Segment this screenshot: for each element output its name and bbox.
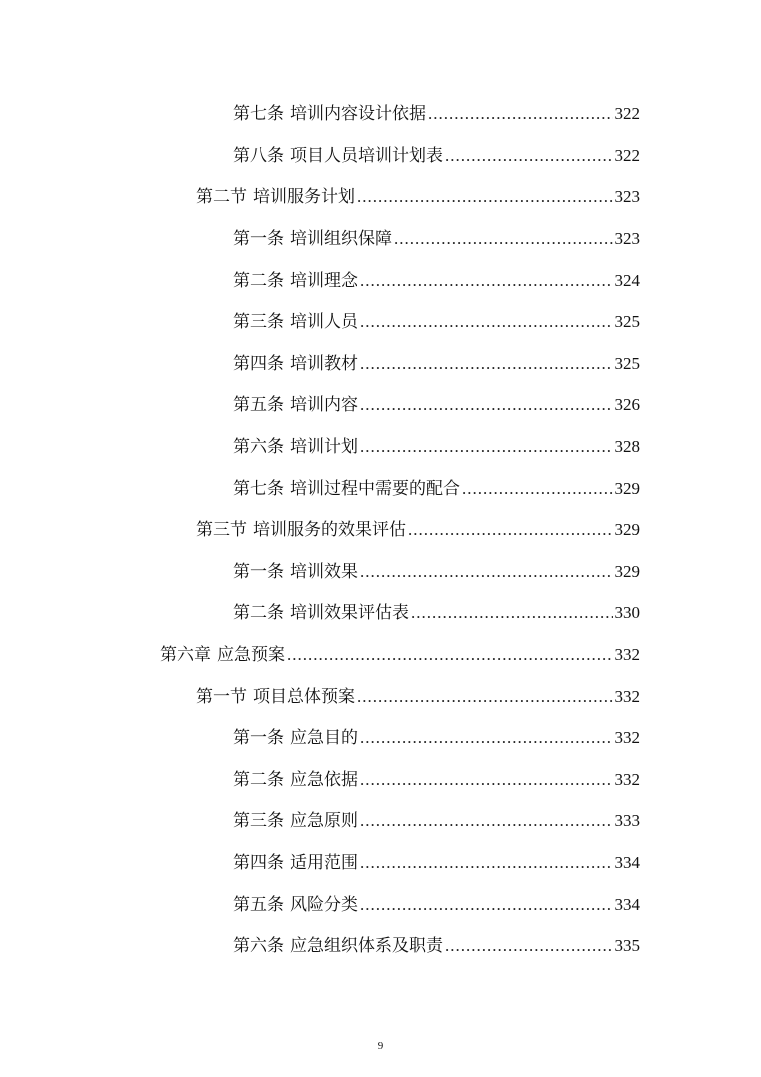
toc-entry-page: 332 xyxy=(614,686,640,706)
toc-entry-title: 培训效果评估表 xyxy=(290,603,409,624)
toc-entry-line xyxy=(233,890,640,915)
toc-entry-label xyxy=(233,432,358,457)
toc-entry-line xyxy=(233,723,640,748)
toc-entry[interactable] xyxy=(0,174,761,216)
toc-leader-dots xyxy=(360,728,613,748)
toc-entry-line xyxy=(233,99,640,124)
toc-entry-line xyxy=(233,266,640,291)
toc-entry-line xyxy=(196,682,640,707)
toc-entry-label xyxy=(196,182,355,207)
toc-leader-dots xyxy=(360,271,613,291)
toc-entry-page: 328 xyxy=(614,437,640,457)
toc-entry-prefix: 第一条 xyxy=(233,728,284,749)
toc-entry-line xyxy=(233,474,640,499)
toc-entry-page: 322 xyxy=(614,104,640,124)
toc-entry[interactable] xyxy=(0,424,761,466)
toc-entry[interactable] xyxy=(0,590,761,632)
toc-leader-dots xyxy=(445,146,613,166)
toc-entry-title: 项目总体预案 xyxy=(253,686,355,707)
toc-entry[interactable] xyxy=(0,507,761,549)
toc-leader-dots xyxy=(360,312,613,332)
toc-entry-line xyxy=(233,432,640,457)
toc-entry-line xyxy=(233,557,640,582)
toc-entry-line xyxy=(233,141,640,166)
toc-entry-label xyxy=(233,307,358,332)
toc-entry-line xyxy=(233,390,640,415)
toc-entry-title: 风险分类 xyxy=(290,894,358,915)
toc-entry-line xyxy=(233,224,640,249)
toc-leader-dots xyxy=(360,811,613,831)
toc-entry-prefix: 第一节 xyxy=(196,686,247,707)
toc-entry-prefix: 第二条 xyxy=(233,603,284,624)
toc-entry-label xyxy=(233,266,358,291)
toc-entry-title: 培训服务计划 xyxy=(253,187,355,208)
toc-entry-page: 329 xyxy=(614,478,640,498)
toc-entry-page: 333 xyxy=(614,811,640,831)
toc-entry-label xyxy=(233,890,358,915)
toc-entry-page: 325 xyxy=(614,312,640,332)
toc-entry-prefix: 第四条 xyxy=(233,353,284,374)
toc-leader-dots xyxy=(394,229,613,249)
toc-entry[interactable] xyxy=(0,382,761,424)
toc-entry-line xyxy=(160,640,640,665)
toc-entry[interactable] xyxy=(0,91,761,133)
toc-leader-dots xyxy=(360,354,613,374)
toc-entry-page: 332 xyxy=(614,645,640,665)
toc-entry-line xyxy=(233,931,640,956)
toc-entry-label xyxy=(233,349,358,374)
toc-entry-title: 培训内容 xyxy=(290,395,358,416)
toc-entry[interactable] xyxy=(0,465,761,507)
toc-entry-title: 应急依据 xyxy=(290,769,358,790)
toc-entry-title: 应急原则 xyxy=(290,811,358,832)
toc-leader-dots xyxy=(411,603,613,623)
toc-entry-label xyxy=(233,390,358,415)
toc-entry[interactable] xyxy=(0,216,761,258)
toc-entry-label xyxy=(233,557,358,582)
toc-entry-line xyxy=(233,349,640,374)
toc-entry-prefix: 第二条 xyxy=(233,270,284,291)
toc-entry-prefix: 第一条 xyxy=(233,229,284,250)
toc-entry-label xyxy=(196,682,355,707)
toc-entry-prefix: 第六条 xyxy=(233,936,284,957)
toc-leader-dots xyxy=(287,645,613,665)
toc-entry-line xyxy=(233,598,640,623)
page-number: 9 xyxy=(377,1040,384,1052)
toc-leader-dots xyxy=(360,395,613,415)
toc-leader-dots xyxy=(462,479,613,499)
toc-entry-title: 应急目的 xyxy=(290,728,358,749)
toc-entry-label xyxy=(233,723,358,748)
toc-entry-title: 适用范围 xyxy=(290,852,358,873)
toc-entry[interactable] xyxy=(0,341,761,383)
toc-entry[interactable] xyxy=(0,549,761,591)
toc-entry-page: 332 xyxy=(614,728,640,748)
toc-entry-page: 332 xyxy=(614,769,640,789)
toc-entry[interactable] xyxy=(0,632,761,674)
toc-entry-prefix: 第八条 xyxy=(233,145,284,166)
toc-entry-label xyxy=(233,224,392,249)
toc-entry[interactable] xyxy=(0,840,761,882)
toc-entry-label xyxy=(233,806,358,831)
toc-entry-title: 培训服务的效果评估 xyxy=(253,520,406,541)
toc-entry-title: 培训效果 xyxy=(290,561,358,582)
toc-entry-line xyxy=(233,848,640,873)
toc-leader-dots xyxy=(408,520,613,540)
toc-leader-dots xyxy=(360,770,613,790)
toc-entry[interactable] xyxy=(0,798,761,840)
toc-entry-line xyxy=(196,182,640,207)
toc-entry-page: 329 xyxy=(614,561,640,581)
toc-entry[interactable] xyxy=(0,715,761,757)
toc-entry-prefix: 第四条 xyxy=(233,852,284,873)
toc-leader-dots xyxy=(360,562,613,582)
toc-entry[interactable] xyxy=(0,133,761,175)
toc-entry-prefix: 第六章 xyxy=(160,645,211,666)
toc-entry-page: 322 xyxy=(614,145,640,165)
toc-entry-page: 323 xyxy=(614,187,640,207)
toc-entry-title: 培训教材 xyxy=(290,353,358,374)
toc-entry-page: 334 xyxy=(614,852,640,872)
toc-entry-title: 培训过程中需要的配合 xyxy=(290,478,460,499)
toc-entry-label xyxy=(233,99,426,124)
toc-entry-title: 培训人员 xyxy=(290,312,358,333)
toc-entry-prefix: 第三节 xyxy=(196,520,247,541)
toc-entry-prefix: 第二条 xyxy=(233,769,284,790)
toc-leader-dots xyxy=(428,104,613,124)
toc-entry-title: 培训组织保障 xyxy=(290,229,392,250)
toc-entry-prefix: 第七条 xyxy=(233,478,284,499)
toc-entry-label xyxy=(233,598,409,623)
toc-entry-title: 培训计划 xyxy=(290,437,358,458)
toc-leader-dots xyxy=(357,187,613,207)
table-of-contents xyxy=(0,91,761,964)
toc-entry-page: 334 xyxy=(614,894,640,914)
toc-entry-prefix: 第三条 xyxy=(233,811,284,832)
toc-entry-prefix: 第二节 xyxy=(196,187,247,208)
toc-leader-dots xyxy=(357,687,613,707)
toc-entry-title: 应急组织体系及职责 xyxy=(290,936,443,957)
toc-entry-page: 323 xyxy=(614,229,640,249)
toc-entry-page: 329 xyxy=(614,520,640,540)
toc-leader-dots xyxy=(360,437,613,457)
toc-entry-label xyxy=(233,474,460,499)
toc-entry-page: 325 xyxy=(614,353,640,373)
toc-entry-line xyxy=(233,806,640,831)
toc-entry-title: 应急预案 xyxy=(217,645,285,666)
toc-entry-line xyxy=(233,307,640,332)
toc-entry[interactable] xyxy=(0,923,761,965)
toc-leader-dots xyxy=(360,895,613,915)
toc-entry[interactable] xyxy=(0,257,761,299)
toc-entry-label xyxy=(233,141,443,166)
toc-entry-page: 326 xyxy=(614,395,640,415)
toc-entry[interactable] xyxy=(0,673,761,715)
toc-entry-page: 335 xyxy=(614,936,640,956)
toc-entry-line xyxy=(196,515,640,540)
toc-entry-page: 324 xyxy=(614,270,640,290)
toc-leader-dots xyxy=(360,853,613,873)
toc-entry[interactable] xyxy=(0,757,761,799)
toc-entry-page: 330 xyxy=(614,603,640,623)
toc-entry-prefix: 第三条 xyxy=(233,312,284,333)
toc-entry-prefix: 第五条 xyxy=(233,395,284,416)
toc-entry-prefix: 第五条 xyxy=(233,894,284,915)
toc-entry-label xyxy=(160,640,285,665)
toc-leader-dots xyxy=(445,936,613,956)
toc-entry[interactable] xyxy=(0,881,761,923)
toc-entry-label xyxy=(233,848,358,873)
toc-entry[interactable] xyxy=(0,299,761,341)
toc-entry-title: 培训理念 xyxy=(290,270,358,291)
toc-entry-title: 培训内容设计依据 xyxy=(290,104,426,125)
toc-entry-prefix: 第一条 xyxy=(233,561,284,582)
toc-entry-label xyxy=(196,515,406,540)
toc-entry-prefix: 第七条 xyxy=(233,104,284,125)
toc-entry-title: 项目人员培训计划表 xyxy=(290,145,443,166)
toc-entry-label xyxy=(233,931,443,956)
toc-entry-label xyxy=(233,765,358,790)
toc-entry-line xyxy=(233,765,640,790)
toc-entry-prefix: 第六条 xyxy=(233,437,284,458)
